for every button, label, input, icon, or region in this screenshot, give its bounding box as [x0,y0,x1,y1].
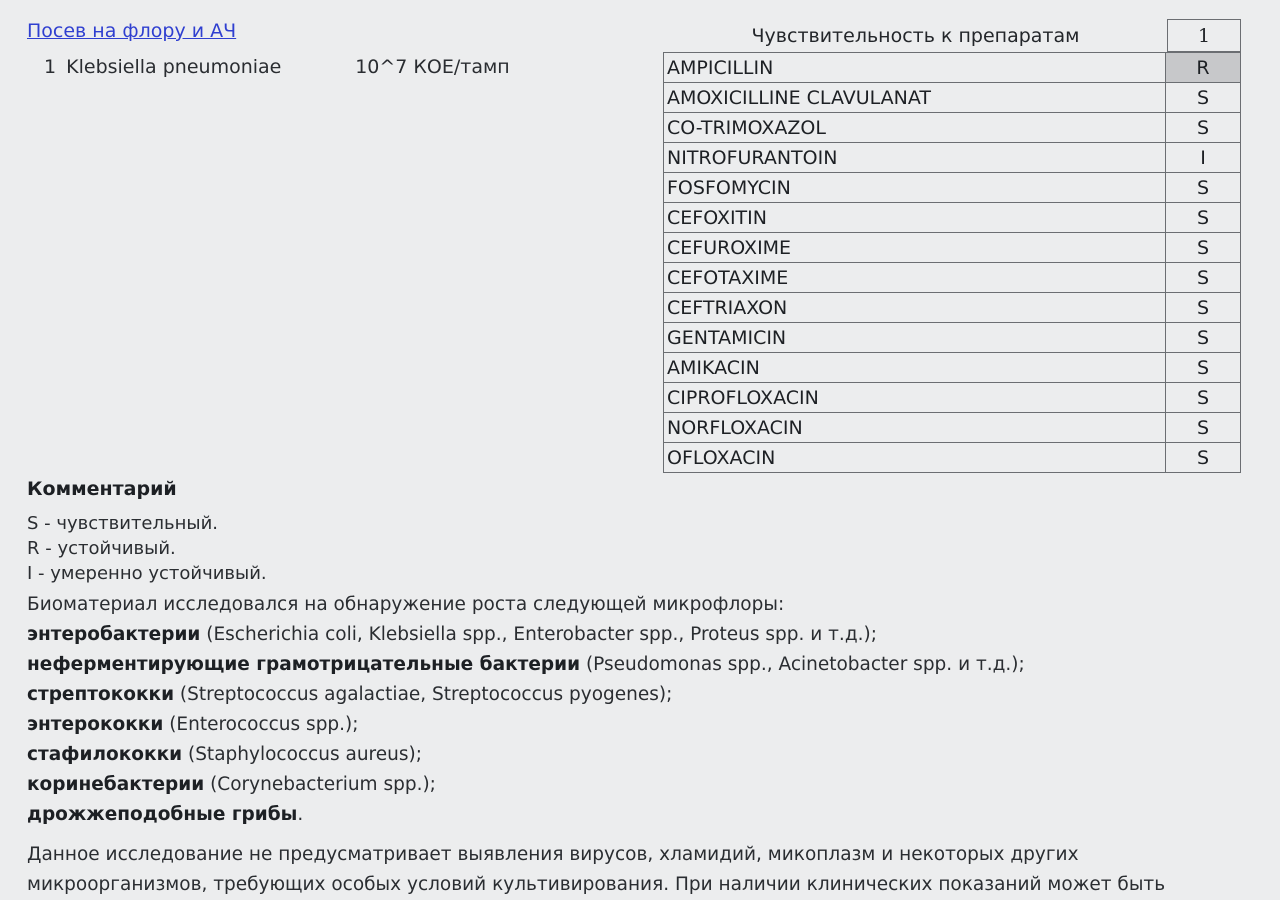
drug-name: AMPICILLIN [664,53,1166,83]
drug-name: CIPROFLOXACIN [664,383,1166,413]
culture-test-link[interactable]: Посев на флору и АЧ [27,20,237,42]
drug-name: FOSFOMYCIN [664,173,1166,203]
sensitivity-result: S [1166,413,1241,443]
sensitivity-result: S [1166,113,1241,143]
sensitivity-result: S [1166,353,1241,383]
result-legend [27,511,267,586]
microflora-group-name: коринебактерии [27,774,205,795]
disclaimer-text [27,840,1247,900]
microflora-group-name: неферментирующие грамотрицательные бактерии [27,654,581,675]
microflora-group-name: стафилококки [27,744,183,765]
microflora-group-detail: (Corynebacterium spp.); [204,774,436,795]
sensitivity-result: S [1166,383,1241,413]
microflora-item [27,680,1025,710]
sensitivity-row [664,113,1241,143]
microflora-group-detail: (Staphylococcus aureus); [182,744,422,765]
microflora-group-name: стрептококки [27,684,175,705]
legend-item: R - устойчивый. [27,538,176,559]
organism-titer: 10^7 КОЕ/тамп [355,56,510,78]
sensitivity-result: R [1166,53,1241,83]
sensitivity-row [664,173,1241,203]
sensitivity-row [664,323,1241,353]
microflora-intro: Биоматериал исследовался на обнаружение роста следующей микрофлоры: [27,594,785,615]
microflora-group-detail: (Streptococcus agalactiae, Streptococcus pyogenes); [174,684,673,705]
drug-name: GENTAMICIN [664,323,1166,353]
drug-name: OFLOXACIN [664,443,1166,473]
microflora-item [27,800,1025,830]
drug-name: CEFTRIAXON [664,293,1166,323]
disclaimer-line: Данное исследование не предусматривает выявления вирусов, хламидий, микоплазм и некоторых других [27,844,1079,865]
drug-name: AMOXICILLINE CLAVULANAT [664,83,1166,113]
sensitivity-caption: Чувствительность к препаратам [751,25,1080,47]
sensitivity-row [664,293,1241,323]
microflora-item [27,740,1025,770]
organism-name: Klebsiella pneumoniae [66,56,282,78]
sensitivity-row [664,83,1241,113]
sensitivity-result: S [1166,233,1241,263]
microflora-list [27,620,1025,830]
microflora-item [27,620,1025,650]
sensitivity-row [664,383,1241,413]
microflora-group-detail: (Escherichia coli, Klebsiella spp., Enterobacter spp., Proteus spp. и т.д.); [200,624,877,645]
sensitivity-result: S [1166,173,1241,203]
drug-name: NITROFURANTOIN [664,143,1166,173]
microflora-group-name: энтерококки [27,714,164,735]
drug-name: CO-TRIMOXAZOL [664,113,1166,143]
sensitivity-row [664,53,1241,83]
drug-name: NORFLOXACIN [664,413,1166,443]
drug-name: CEFUROXIME [664,233,1166,263]
sensitivity-result: S [1166,323,1241,353]
sensitivity-result: S [1166,203,1241,233]
microflora-group-detail: . [297,804,304,825]
microflora-item [27,770,1025,800]
disclaimer-line: микроорганизмов, требующих особых условий культивирования. При наличии клинических показаний может быть [27,874,1166,895]
drug-name: AMIKACIN [664,353,1166,383]
sensitivity-row [664,203,1241,233]
microflora-item [27,650,1025,680]
sensitivity-result: S [1166,293,1241,323]
sensitivity-row [664,143,1241,173]
sensitivity-row [664,413,1241,443]
sensitivity-result: S [1166,83,1241,113]
legend-item: S - чувствительный. [27,513,219,534]
organism-line [44,56,510,78]
comment-heading: Комментарий [27,478,177,500]
microflora-group-detail: (Enterococcus spp.); [163,714,359,735]
sensitivity-column-header: 1 [1167,19,1241,52]
drug-name: CEFOTAXIME [664,263,1166,293]
sensitivity-row [664,443,1241,473]
sensitivity-row [664,353,1241,383]
microflora-group-detail: (Pseudomonas spp., Acinetobacter spp. и т.д.); [580,654,1025,675]
legend-item: I - умеренно устойчивый. [27,563,267,584]
microflora-group-name: дрожжеподобные грибы [27,804,298,825]
microflora-item [27,710,1025,740]
sensitivity-result: S [1166,443,1241,473]
microflora-group-name: энтеробактерии [27,624,201,645]
sensitivity-table [663,52,1241,473]
organism-count: 1 [44,56,57,78]
sensitivity-row [664,233,1241,263]
sensitivity-row [664,263,1241,293]
drug-name: CEFOXITIN [664,203,1166,233]
sensitivity-result: S [1166,263,1241,293]
sensitivity-result: I [1166,143,1241,173]
